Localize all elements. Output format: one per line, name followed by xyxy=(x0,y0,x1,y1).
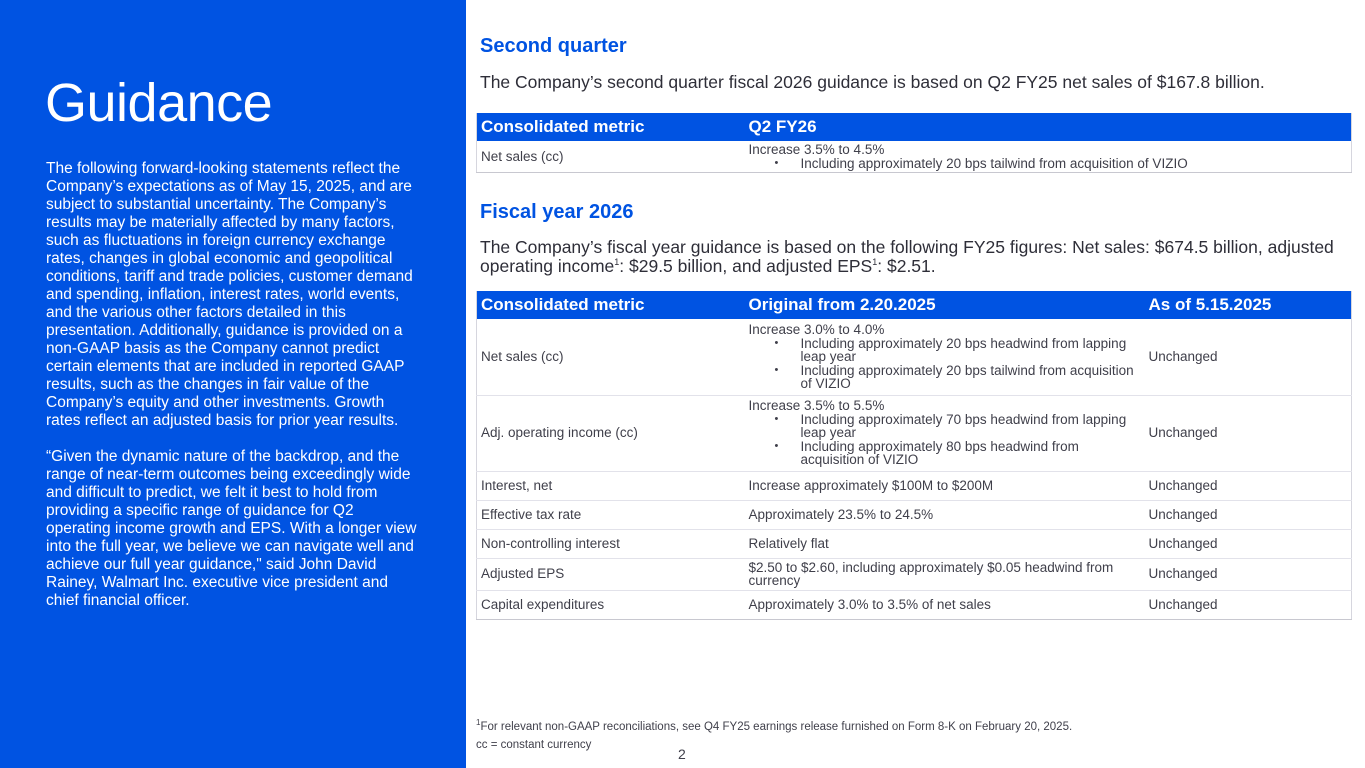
guidance-text: Increase 3.5% to 5.5% xyxy=(748,398,885,414)
page-number: 2 xyxy=(678,746,686,762)
column-header-metric: Consolidated metric xyxy=(477,113,745,141)
guidance-sub-item: • Including approximately 20 bps headwind from lapping leap year xyxy=(775,337,1135,364)
guidance-cell xyxy=(745,141,1352,173)
guidance-sub-item: • Including approximately 70 bps headwind from lapping leap year xyxy=(775,413,1135,440)
metric-cell: Effective tax rate xyxy=(477,500,745,529)
fy-intro-part: The Company’s fiscal year guidance is based on the following FY25 figures: Net sales: $674.5 billion, adjusted operating income xyxy=(480,237,1334,276)
disclaimer-text xyxy=(46,160,421,628)
fy-guidance-table xyxy=(476,291,1352,620)
table-row xyxy=(477,319,1352,395)
q2-heading: Second quarter xyxy=(480,35,627,57)
guidance-sub-item: • Including approximately 80 bps headwind from acquisition of VIZIO xyxy=(775,440,1135,467)
guidance-sub-item: • Including approximately 20 bps tailwind from acquisition of VIZIO xyxy=(775,157,1348,171)
guidance-cell xyxy=(745,558,1145,590)
q2-intro: The Company’s second quarter fiscal 2026 guidance is based on Q2 FY25 net sales of $167.8 billion. xyxy=(480,72,1265,92)
guidance-sub-list xyxy=(775,413,1135,467)
q2-guidance-table xyxy=(476,113,1352,173)
guidance-text: Approximately 3.0% to 3.5% of net sales xyxy=(748,596,991,612)
cfo-quote: “Given the dynamic nature of the backdrop, and the range of near-term outcomes being exceedingly wide and difficult to predict, we felt it best to hold from providing a specific range of guidance for Q2 operating income growth and EPS. With a longer view into the full year, we believe we can navigate well and achieve our full year guidance," said John David Rainey, Walmart Inc. executive vice president and chief financial officer. xyxy=(46,448,417,609)
guidance-cell xyxy=(745,590,1145,619)
guidance-cell xyxy=(745,395,1145,471)
column-header-q2fy26: Q2 FY26 xyxy=(745,113,1352,141)
guidance-text: Increase approximately $100M to $200M xyxy=(748,477,994,493)
current-status-cell: Unchanged xyxy=(1145,558,1352,590)
footnote-marker: 1 xyxy=(614,257,620,268)
table-row xyxy=(477,590,1352,619)
fy-intro-part: : $29.5 billion, and adjusted EPS xyxy=(619,256,873,276)
metric-cell: Capital expenditures xyxy=(477,590,745,619)
left-panel xyxy=(0,0,466,768)
table-row xyxy=(477,558,1352,590)
guidance-sub-list xyxy=(775,337,1135,391)
disclaimer-paragraph: The following forward-looking statements reflect the Company’s expectations as of May 15, 2025, and are subject to substantial uncertainty. The Company’s results may be materially affected by many factors, such as fluctuations in foreign currency exchange rates, changes in global economic and geopolitical conditions, tariff and trade policies, customer demand and spending, inflation, interest rates, world events, and the various other factors detailed in this presentation. Additionally, guidance is provided on a non-GAAP basis as the Company cannot predict certain elements that are included in reported GAAP results, such as the changes in fair value of the Company’s equity and other investments. Growth rates reflect an adjusted basis for prior year results. xyxy=(46,160,413,429)
table-row xyxy=(477,471,1352,500)
guidance-text: Increase 3.5% to 4.5% xyxy=(748,142,885,157)
metric-cell: Interest, net xyxy=(477,471,745,500)
table-header-row xyxy=(477,291,1352,319)
guidance-cell xyxy=(745,319,1145,395)
footnote-nongaap xyxy=(476,718,1073,733)
footnote-marker: 1 xyxy=(872,257,878,268)
metric-cell: Adj. operating income (cc) xyxy=(477,395,745,471)
metric-cell: Net sales (cc) xyxy=(477,319,745,395)
guidance-text: Increase 3.0% to 4.0% xyxy=(748,322,885,337)
footnote-cc: cc = constant currency xyxy=(476,739,592,751)
current-status-cell: Unchanged xyxy=(1145,529,1352,558)
fy-intro-part: : $2.51. xyxy=(877,256,936,276)
guidance-cell xyxy=(745,471,1145,500)
column-header-metric: Consolidated metric xyxy=(477,291,745,319)
guidance-cell xyxy=(745,500,1145,529)
current-status-cell: Unchanged xyxy=(1145,319,1352,395)
guidance-cell xyxy=(745,529,1145,558)
page-title: Guidance xyxy=(45,73,273,133)
fy-heading: Fiscal year 2026 xyxy=(480,201,634,223)
current-status-cell: Unchanged xyxy=(1145,500,1352,529)
current-status-cell: Unchanged xyxy=(1145,471,1352,500)
guidance-text: Approximately 23.5% to 24.5% xyxy=(748,506,934,522)
guidance-text: $2.50 to $2.60, including approximately $0.05 headwind from currency xyxy=(748,559,1114,588)
footnote-marker: 1 xyxy=(476,718,481,728)
table-row xyxy=(477,500,1352,529)
metric-cell: Adjusted EPS xyxy=(477,558,745,590)
table-header-row xyxy=(477,113,1352,141)
table-row xyxy=(477,529,1352,558)
current-status-cell: Unchanged xyxy=(1145,590,1352,619)
table-row xyxy=(477,141,1352,173)
footnote-text: For relevant non-GAAP reconciliations, see Q4 FY25 earnings release furnished on Form 8-K on February 20, 2025. xyxy=(480,721,1073,733)
table-row xyxy=(477,395,1352,471)
metric-cell: Non-controlling interest xyxy=(477,529,745,558)
guidance-sub-list xyxy=(775,157,1348,171)
metric-cell: Net sales (cc) xyxy=(477,141,745,173)
current-status-cell: Unchanged xyxy=(1145,395,1352,471)
guidance-text: Relatively flat xyxy=(748,535,829,551)
guidance-sub-item: • Including approximately 20 bps tailwind from acquisition of VIZIO xyxy=(775,364,1135,391)
column-header-original: Original from 2.20.2025 xyxy=(745,291,1145,319)
column-header-current: As of 5.15.2025 xyxy=(1145,291,1352,319)
fy-intro xyxy=(480,238,1350,276)
